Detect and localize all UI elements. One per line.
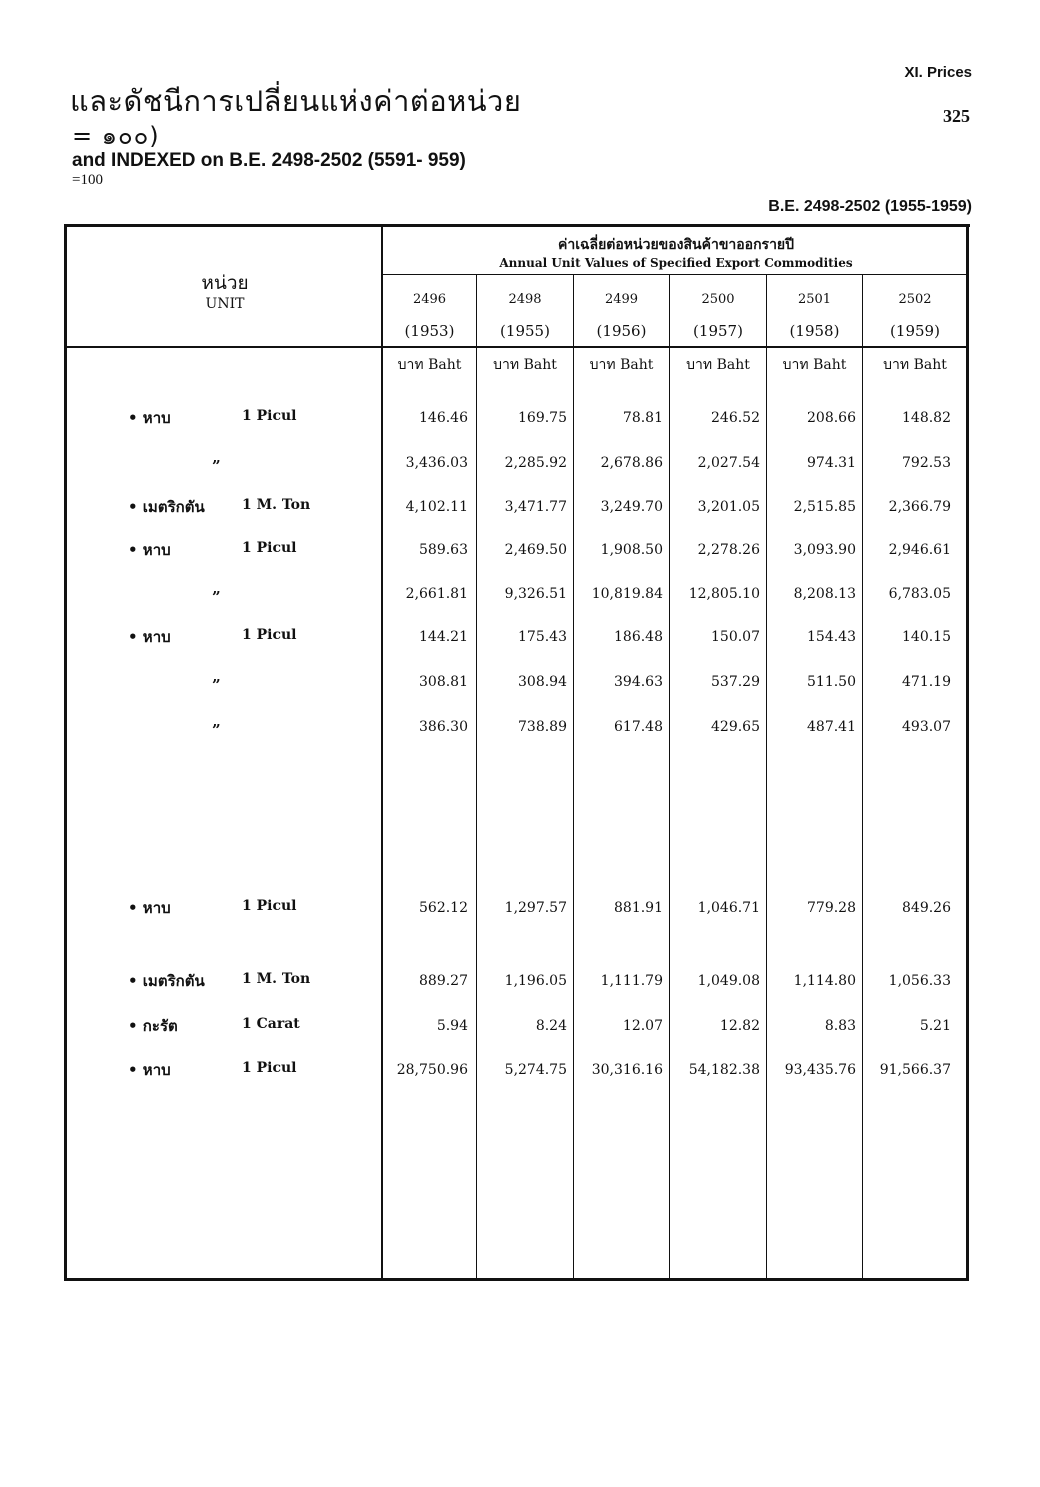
value-cell: 12,805.10 [688,586,760,602]
table-left-rule [64,224,67,1281]
year-be-header: 2496 [412,292,447,307]
value-cell: 246.52 [711,410,760,426]
year-be-header: 2502 [898,292,932,307]
value-cell: 154.43 [807,629,856,645]
value-cell: 1,196.05 [504,973,567,989]
value-cell: 9,326.51 [504,586,567,602]
year-ce-header: (1956) [596,322,647,340]
value-cell: 3,249.70 [600,499,663,515]
unit-english-label: 1 Picul [242,540,297,556]
value-cell: 2,278.26 [697,542,760,558]
value-cell: 208.66 [807,410,856,426]
value-cell: 2,285.92 [504,455,567,471]
value-cell: 2,469.50 [504,542,567,558]
value-cell: 792.53 [902,455,951,471]
value-cell: 148.82 [902,410,951,426]
unit-thai-label: • หาบ [128,899,171,917]
unit-thai-label: • หาบ [128,541,171,559]
value-cell: 1,049.08 [697,973,760,989]
year-ce-header: (1953) [404,322,455,340]
value-cell: 394.63 [614,674,663,690]
value-cell: 2,661.81 [405,586,468,602]
value-cell: 28,750.96 [396,1062,468,1078]
value-cell: 1,908.50 [600,542,663,558]
value-cell: 3,436.03 [405,455,468,471]
value-cell: 93,435.76 [784,1062,856,1078]
value-cell: 5.94 [436,1018,468,1034]
unit-english-label: 1 Picul [242,627,297,643]
table-top-rule [64,224,970,227]
unit-english-label: 1 Picul [242,898,297,914]
period-label: B.E. 2498-2502 (1955-1959) [768,198,972,215]
value-cell: 3,471.77 [504,499,567,515]
unit-thai-label: • เมตริกตัน [128,498,205,516]
value-cell: 5.21 [919,1018,951,1034]
value-cell: 386.30 [419,719,468,735]
value-cell: 30,316.16 [591,1062,663,1078]
value-cell: 3,201.05 [697,499,760,515]
unit-thai-label: • เมตริกตัน [128,972,205,990]
value-cell: 429.65 [711,719,760,735]
year-be-header: 2500 [701,292,735,307]
unit-english-label: 1 Carat [242,1016,300,1032]
group-header-thai: ค่าเฉลี่ยต่อหน่วยของสินค้าขาออกรายปี [557,237,795,253]
page-number: 325 [943,106,970,126]
table-right-rule [966,224,969,1281]
value-cell: 78.81 [622,410,663,426]
value-cell: 146.46 [419,410,468,426]
value-cell: 974.31 [807,455,856,471]
year-ce-header: (1958) [789,322,840,340]
value-cell: 8,208.13 [793,586,856,602]
value-cell: 1,114.80 [793,973,856,989]
ditto-mark: ” [212,676,221,694]
header-bottom-rule [64,346,969,348]
value-cell: 2,946.61 [888,542,951,558]
year-be-header: 2499 [604,292,639,307]
value-cell: 493.07 [902,719,951,735]
page-title-english: and INDEXED on B.E. 2498-2502 (5591- 959) [72,150,466,171]
value-cell: 4,102.11 [405,499,468,515]
value-cell: 779.28 [807,900,856,916]
value-cell: 12.82 [719,1018,760,1034]
value-cell: 144.21 [419,629,468,645]
value-cell: 487.41 [807,719,856,735]
unit-thai-label: • หาบ [128,628,171,646]
value-cell: 308.81 [419,674,468,690]
unit-thai-label: • หาบ [128,1061,171,1079]
currency-header: บาท Baht [589,357,654,373]
unit-column-rule [381,224,383,1281]
value-cell: 537.29 [711,674,760,690]
value-cell: 562.12 [419,900,468,916]
unit-english-label: 1 Picul [242,1060,297,1076]
value-cell: 150.07 [711,629,760,645]
currency-header: บาท Baht [397,357,462,373]
unit-english-label: 1 Picul [242,408,297,424]
value-cell: 2,515.85 [793,499,856,515]
value-cell: 91,566.37 [879,1062,951,1078]
currency-header: บาท Baht [782,357,847,373]
unit-header-english: UNIT [205,296,245,312]
value-cell: 2,366.79 [888,499,951,515]
value-cell: 54,182.38 [688,1062,760,1078]
value-cell: 471.19 [902,674,951,690]
page-title-thai-continued: = ๑๐๐) [72,122,160,150]
value-cell: 881.91 [614,900,663,916]
value-cell: 140.15 [902,629,951,645]
table-bottom-rule [64,1278,969,1281]
value-cell: 8.83 [824,1018,856,1034]
unit-thai-label: • หาบ [128,409,171,427]
unit-thai-label: • กะรัต [128,1017,178,1035]
group-header-rule [382,274,969,275]
year-ce-header: (1959) [890,322,940,340]
page-title-thai: และดัชนีการเปลี่ยนแห่งค่าต่อหน่วย [70,84,522,118]
year-be-header: 2501 [797,292,832,307]
value-cell: 889.27 [419,973,468,989]
value-cell: 1,297.57 [504,900,567,916]
value-cell: 511.50 [807,674,856,690]
value-cell: 849.26 [902,900,951,916]
value-cell: 1,056.33 [888,973,951,989]
value-cell: 175.43 [518,629,567,645]
value-cell: 12.07 [622,1018,663,1034]
value-cell: 738.89 [518,719,567,735]
currency-header: บาท Baht [883,357,947,373]
unit-header-thai: หน่วย [201,272,249,294]
value-cell: 8.24 [535,1018,567,1034]
year-be-header: 2498 [508,292,542,307]
ditto-mark: ” [212,457,221,475]
value-cell: 589.63 [419,542,468,558]
ditto-mark: ” [212,588,221,606]
unit-english-label: 1 M. Ton [242,971,311,987]
currency-header: บาท Baht [686,357,750,373]
currency-header: บาท Baht [493,357,557,373]
year-ce-header: (1955) [500,322,550,340]
value-cell: 2,678.86 [600,455,663,471]
value-cell: 186.48 [614,629,663,645]
ditto-mark: ” [212,721,221,739]
value-cell: 6,783.05 [888,586,951,602]
section-label: XI. Prices [904,64,972,81]
value-cell: 3,093.90 [793,542,856,558]
index-base-note: =100 [72,172,103,188]
value-cell: 10,819.84 [591,586,663,602]
value-cell: 617.48 [614,719,663,735]
value-cell: 308.94 [518,674,567,690]
value-cell: 2,027.54 [697,455,760,471]
unit-english-label: 1 M. Ton [242,497,311,513]
value-cell: 1,111.79 [600,973,663,989]
value-cell: 5,274.75 [504,1062,567,1078]
value-cell: 1,046.71 [697,900,760,916]
value-cell: 169.75 [518,410,567,426]
group-header-english: Annual Unit Values of Specified Export Commodities [499,256,853,270]
year-ce-header: (1957) [693,322,743,340]
